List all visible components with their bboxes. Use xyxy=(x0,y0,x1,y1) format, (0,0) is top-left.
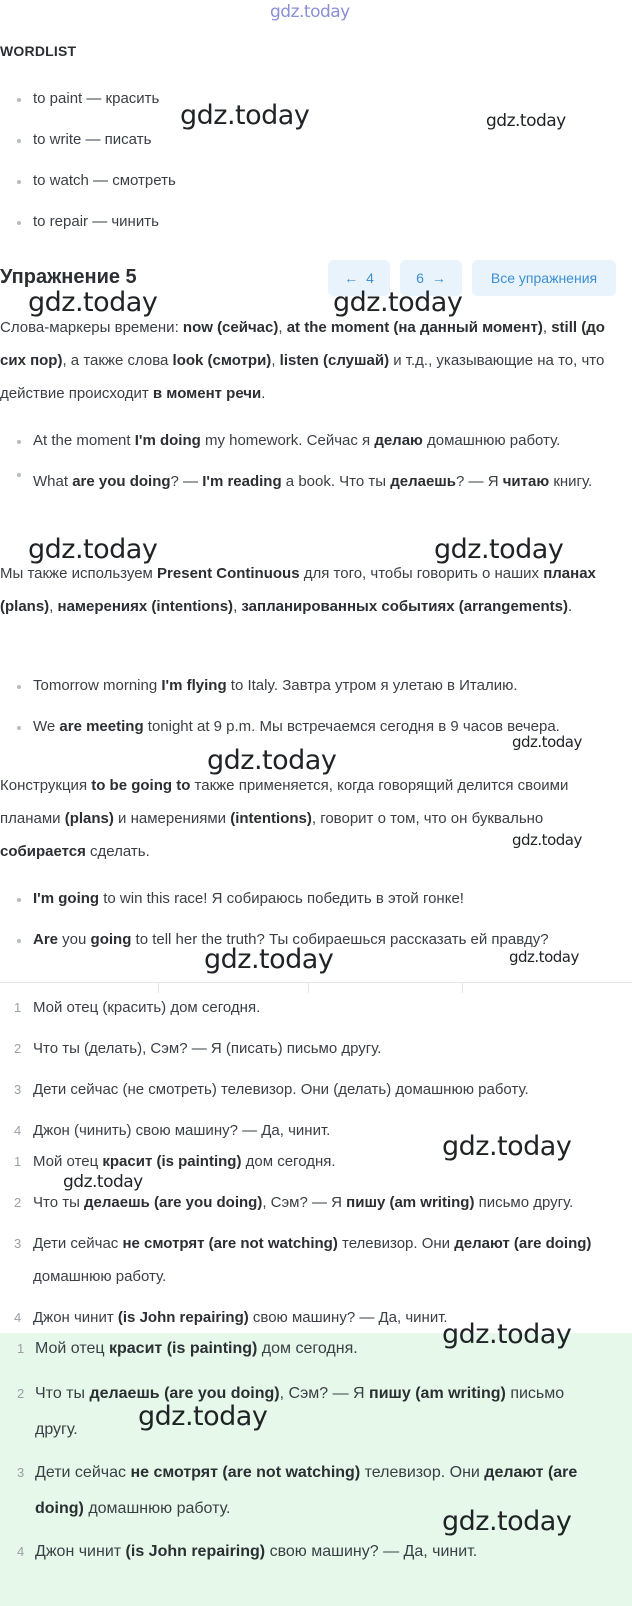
bold-text: (are doing) xyxy=(35,1464,578,1517)
text-run: . xyxy=(567,598,573,615)
bold-text: читаю xyxy=(502,473,550,490)
watermark: gdz.today xyxy=(28,287,158,318)
text-run: домашнюю работу. xyxy=(33,1268,167,1285)
watermark: gdz.today xyxy=(180,100,310,131)
watermark: gdz.today xyxy=(28,534,158,565)
text-run: , xyxy=(49,598,58,615)
text-run: Мой отец xyxy=(35,1340,109,1357)
text-run: . xyxy=(261,385,266,402)
bold-text: (plans) xyxy=(64,810,114,827)
text-run: телевизор. Они xyxy=(337,1235,455,1252)
text-run: Джон чинит xyxy=(35,1543,126,1560)
theory-paragraph xyxy=(0,557,630,623)
text-run: , а также слова xyxy=(62,352,173,369)
bold-text: планах (plans) xyxy=(0,565,596,615)
wordlist-item-text: to paint — красить xyxy=(33,90,160,107)
bold-text: не смотрят (are not watching) xyxy=(130,1464,361,1481)
divider xyxy=(0,982,632,983)
row-number: 4 xyxy=(14,1310,22,1325)
text-run: , говорит о том, что он буквально xyxy=(311,810,544,827)
watermark: gdz.today xyxy=(442,1131,572,1162)
exercise-title: Упражнение 5 xyxy=(0,266,137,288)
text-run: сделать. xyxy=(85,843,150,860)
text-run: ? — xyxy=(170,473,203,490)
row-number: 1 xyxy=(14,1154,22,1169)
row-number: 2 xyxy=(17,1386,25,1401)
row-number: 2 xyxy=(14,1041,22,1056)
wordlist-item xyxy=(18,213,159,230)
bold-text: не смотрят (are not watching) xyxy=(122,1235,338,1252)
bold-text: I'm flying xyxy=(161,677,227,694)
bold-text: Present Continuous xyxy=(157,565,300,582)
example-item xyxy=(18,432,561,449)
row-number: 3 xyxy=(14,1082,22,1097)
text-run: We xyxy=(33,718,60,735)
watermark: gdz.today xyxy=(509,948,579,966)
arrow-left-icon: ← xyxy=(344,270,359,286)
bold-text: делаешь (are you doing) xyxy=(89,1385,280,1402)
bold-text: now (сейчас) xyxy=(182,319,279,336)
text-run: Мы также используем xyxy=(0,565,158,582)
bold-text: listen (слушай) xyxy=(279,352,390,369)
bold-text: I'm going xyxy=(33,890,100,907)
watermark: gdz.today xyxy=(434,534,564,565)
all-exercises-label: Все упражнения xyxy=(490,270,598,286)
theory-paragraph xyxy=(0,769,630,868)
text-run: Конструкция xyxy=(0,777,92,794)
wordlist-title: WORDLIST xyxy=(0,43,77,59)
text-run: ? — Я xyxy=(456,473,503,490)
watermark: gdz.today xyxy=(512,831,582,849)
example-item xyxy=(18,718,560,735)
text-run: Что ты xyxy=(35,1385,90,1402)
text-run: , xyxy=(542,319,552,336)
theory-paragraph xyxy=(0,311,630,410)
text-run: to win this race! Я собираюсь победить в этой гонке! xyxy=(99,890,464,907)
text-run: , xyxy=(271,352,280,369)
text-run: свою машину? — Да, чинит. xyxy=(248,1309,448,1326)
example-item xyxy=(18,465,608,498)
row-number: 2 xyxy=(14,1195,22,1210)
text-run: Tomorrow morning xyxy=(33,677,162,694)
text-run: What xyxy=(33,473,73,490)
text-run: Мой отец xyxy=(33,1153,103,1170)
bold-text: to be going to xyxy=(91,777,191,794)
example-item xyxy=(18,890,464,907)
text-run: to Italy. Завтра утром я улетаю в Италию. xyxy=(226,677,518,694)
watermark: gdz.today xyxy=(442,1506,572,1537)
text-run: , Сэм? — Я xyxy=(262,1194,347,1211)
watermark: gdz.today xyxy=(333,287,463,318)
text-run: to tell her the truth? Ты собираешься рассказать ей правду? xyxy=(131,931,549,948)
bold-text: в момент речи xyxy=(152,385,262,402)
watermark: gdz.today xyxy=(207,745,337,776)
bold-text: делают xyxy=(484,1464,544,1481)
watermark: gdz.today xyxy=(442,1319,572,1350)
bold-text: Are xyxy=(33,931,59,948)
bold-text: собирается xyxy=(0,843,86,860)
bold-text: at the moment (на данный момент) xyxy=(286,319,543,336)
bold-text: делаю xyxy=(374,432,423,449)
bold-text: намерениях (intentions) xyxy=(57,598,234,615)
bold-text: красит (is painting) xyxy=(102,1153,242,1170)
text-run: для того, чтобы говорить о наших xyxy=(299,565,544,582)
bold-text: делаешь xyxy=(390,473,457,490)
text-run: Дети сейчас (не смотреть) телевизор. Они (делать) домашнюю работу. xyxy=(33,1081,529,1098)
bold-text: пишу (am writing) xyxy=(346,1194,475,1211)
text-run: , Сэм? — Я xyxy=(279,1385,370,1402)
bold-text: I'm doing xyxy=(134,432,201,449)
row-number: 3 xyxy=(14,1236,22,1251)
bold-text: look (смотри) xyxy=(172,352,272,369)
text-run: you xyxy=(58,931,91,948)
bold-text: still (до сих пор) xyxy=(0,319,605,369)
watermark: gdz.today xyxy=(512,733,582,751)
bold-text: I'm reading xyxy=(202,473,282,490)
bold-text: (is John repairing) xyxy=(117,1309,249,1326)
next-exercise-label: 6 xyxy=(416,270,424,286)
text-run: , xyxy=(233,598,242,615)
bold-text: запланированных событиях (arrangements) xyxy=(241,598,568,615)
wordlist-item-text: to write — писать xyxy=(33,131,152,148)
text-run: Что ты (делать), Сэм? — Я (писать) письмо другу. xyxy=(33,1040,382,1057)
row-number: 1 xyxy=(14,1000,22,1015)
text-run: телевизор. Они xyxy=(360,1464,485,1481)
text-run: домашнюю работу. xyxy=(83,1500,231,1517)
bold-text: are meeting xyxy=(59,718,144,735)
bold-text: (intentions) xyxy=(230,810,312,827)
text-run: Что ты xyxy=(33,1194,85,1211)
text-run: Слова-маркеры времени: xyxy=(0,319,183,336)
text-run: tonight at 9 p.m. Мы встречаемся сегодня в 9 часов вечера. xyxy=(143,718,560,735)
watermark: gdz.today xyxy=(204,944,334,975)
bold-text: пишу (am writing) xyxy=(369,1385,506,1402)
text-run: свою машину? — Да, чинит. xyxy=(265,1543,478,1560)
all-exercises-button[interactable] xyxy=(472,260,616,296)
bold-text: going xyxy=(90,931,132,948)
watermark: gdz.today xyxy=(486,111,566,131)
bold-text: красит (is painting) xyxy=(109,1340,258,1357)
text-run: Мой отец (красить) дом сегодня. xyxy=(33,999,261,1016)
text-run: Джон чинит xyxy=(33,1309,118,1326)
arrow-right-icon: → xyxy=(431,270,446,286)
bold-text: (is John repairing) xyxy=(125,1543,266,1560)
watermark: gdz.today xyxy=(63,1172,143,1192)
text-run: домашнюю работу. xyxy=(422,432,561,449)
prev-exercise-label: 4 xyxy=(366,270,374,286)
row-number: 4 xyxy=(14,1123,22,1138)
bold-text: are you doing xyxy=(72,473,171,490)
site-logo-watermark: gdz.today xyxy=(270,2,350,22)
wordlist-item-text: to repair — чинить xyxy=(33,213,159,230)
text-run: и намерениями xyxy=(113,810,231,827)
text-run: дом сегодня. xyxy=(241,1153,336,1170)
text-run: Дети сейчас xyxy=(33,1235,123,1252)
text-run: письмо другу. xyxy=(474,1194,574,1211)
text-run: At the moment xyxy=(33,432,135,449)
text-run: книгу. xyxy=(549,473,593,490)
text-run: также применяется, когда говорящий делится своими планами xyxy=(0,777,569,827)
bold-text: делаешь (are you doing) xyxy=(84,1194,263,1211)
text-run: дом сегодня. xyxy=(257,1340,358,1357)
text-run: , xyxy=(278,319,287,336)
wordlist-item xyxy=(18,172,176,189)
text-run: my homework. Сейчас я xyxy=(200,432,375,449)
row-number: 4 xyxy=(17,1544,25,1559)
row-number: 3 xyxy=(17,1465,25,1480)
bold-text: делают (are doing) xyxy=(454,1235,592,1252)
text-run: письмо другу. xyxy=(35,1385,565,1438)
row-number: 1 xyxy=(17,1341,25,1356)
text-run: и т.д., указывающие на то, что действие происходит xyxy=(0,352,605,402)
wordlist-item xyxy=(18,131,152,148)
text-run: Джон (чинить) свою машину? — Да, чинит. xyxy=(33,1122,331,1139)
wordlist-item-text: to watch — смотреть xyxy=(33,172,176,189)
watermark: gdz.today xyxy=(138,1401,268,1432)
wordlist-item xyxy=(18,90,160,107)
text-run: Дети сейчас xyxy=(35,1464,131,1481)
text-run: a book. Что ты xyxy=(281,473,391,490)
example-item xyxy=(18,677,518,694)
